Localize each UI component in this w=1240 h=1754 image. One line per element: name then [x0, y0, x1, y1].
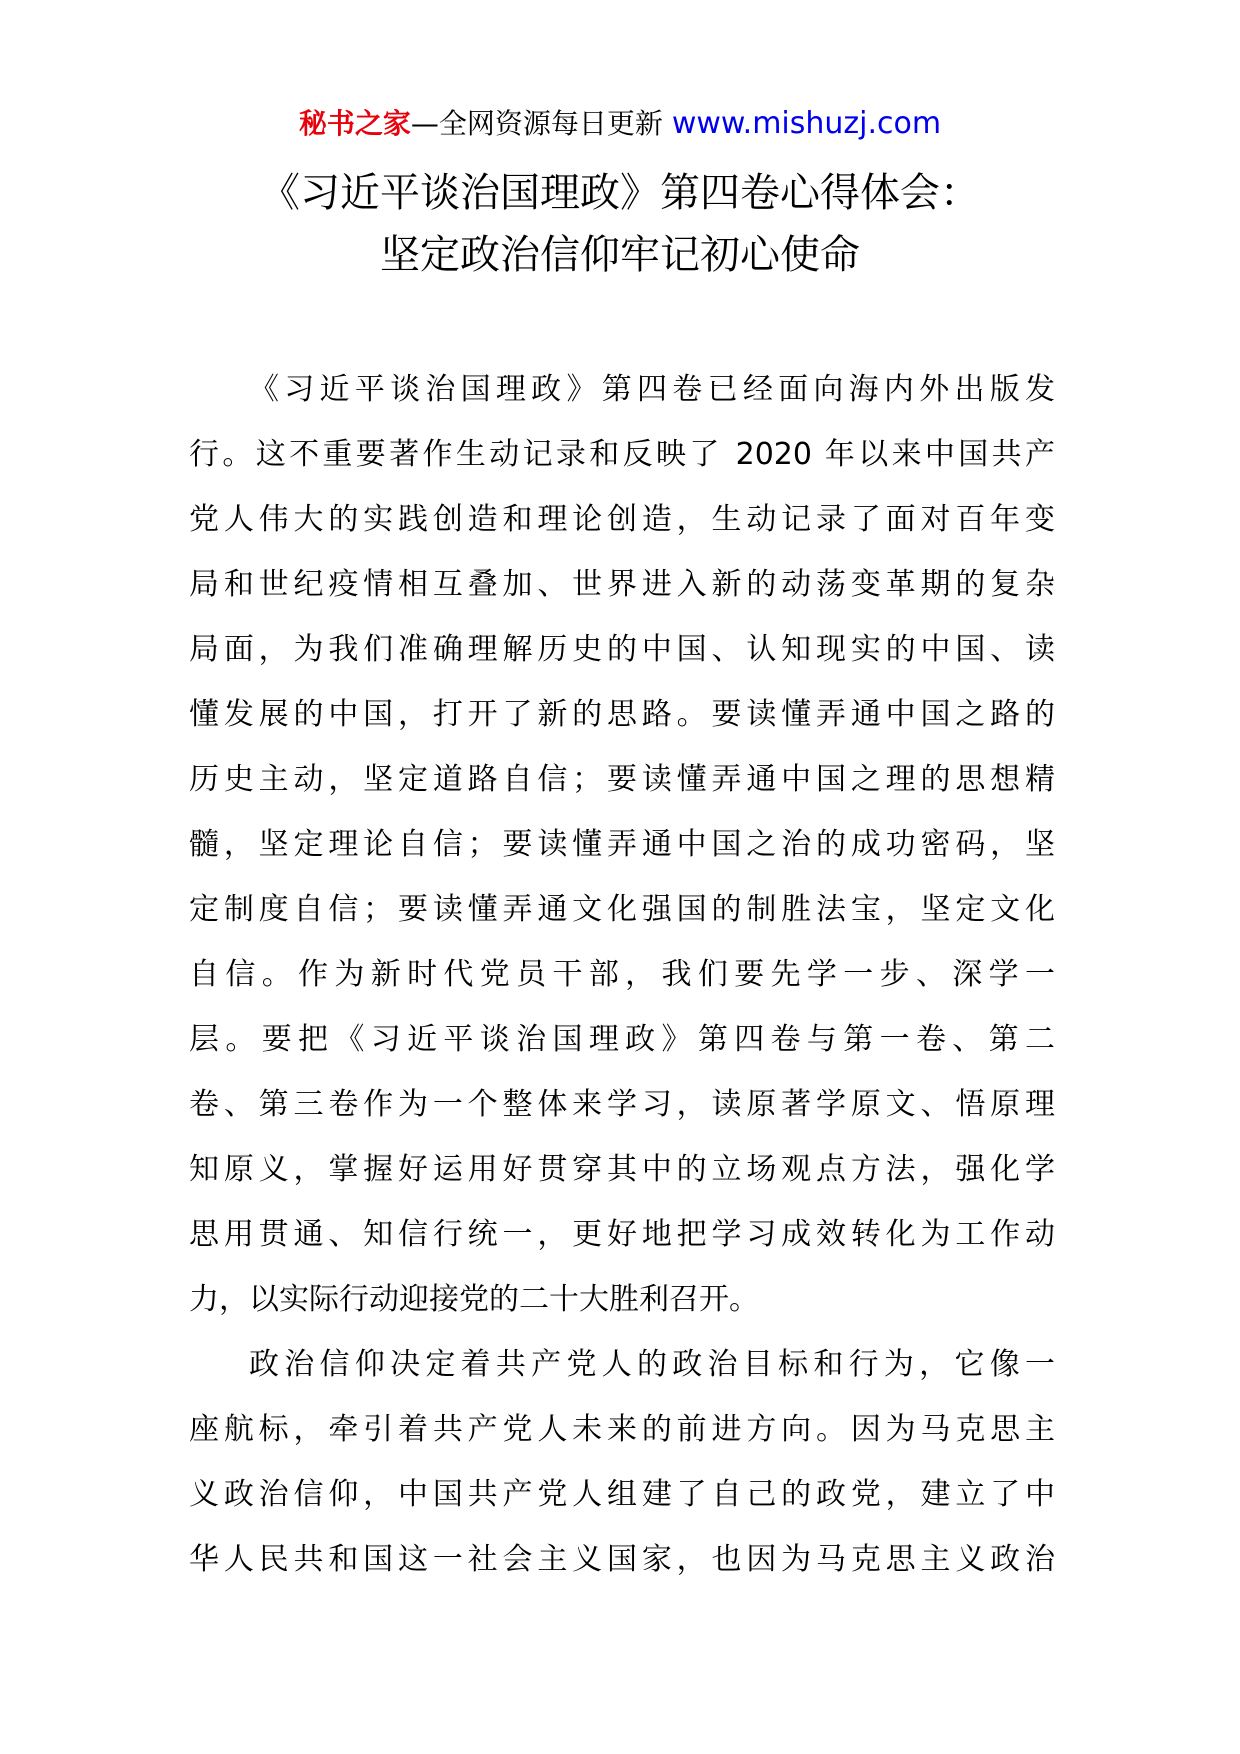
- paragraph-line: 局面，为我们准确理解历史的中国、认知现实的中国、读: [189, 632, 1055, 667]
- paragraph-line: 髓，坚定理论自信；要读懂弄通中国之治的成功密码，坚: [189, 827, 1055, 862]
- paragraph-line: 懂发展的中国，打开了新的思路。要读懂弄通中国之路的: [189, 697, 1055, 732]
- source-header: [0, 100, 1240, 148]
- title-line-1: 《习近平谈治国理政》第四卷心得体会：: [260, 170, 980, 216]
- paragraph-line: 定制度自信；要读懂弄通文化强国的制胜法宝，坚定文化: [189, 892, 1055, 927]
- paragraph-line: 党人伟大的实践创造和理论创造，生动记录了面对百年变: [189, 502, 1055, 537]
- paragraph-line: 政治信仰决定着共产党人的政治目标和行为，它像一: [249, 1347, 1055, 1382]
- paragraph-line: 历史主动，坚定道路自信；要读懂弄通中国之理的思想精: [189, 762, 1055, 797]
- paragraph-line: 《习近平谈治国理政》第四卷已经面向海内外出版发: [249, 372, 1055, 407]
- paragraph-line: 自信。作为新时代党员干部，我们要先学一步、深学一: [189, 957, 1055, 992]
- document-body: [189, 357, 1055, 1592]
- paragraph-line: 义政治信仰，中国共产党人组建了自己的政党，建立了中: [189, 1477, 1055, 1512]
- brand-name: 秘书之家: [298, 107, 411, 140]
- paragraph-line: 局和世纪疫情相互叠加、世界进入新的动荡变革期的复杂: [189, 567, 1055, 602]
- site-url-link[interactable]: www.mishuzj.com: [671, 106, 942, 141]
- paragraph-line: 思用贯通、知信行统一，更好地把学习成效转化为工作动: [189, 1217, 1055, 1252]
- paragraph-2: [189, 1332, 1055, 1592]
- paragraph-line: 力，以实际行动迎接党的二十大胜利召开。: [189, 1282, 759, 1317]
- document-title: [0, 162, 1240, 286]
- paragraph-line: 座航标，牵引着共产党人未来的前进方向。因为马克思主: [189, 1412, 1055, 1447]
- paragraph-line: 层。要把《习近平谈治国理政》第四卷与第一卷、第二: [189, 1022, 1055, 1057]
- paragraph-line: 卷、第三卷作为一个整体来学习，读原著学原文、悟原理: [189, 1087, 1055, 1122]
- tagline: —全网资源每日更新: [410, 107, 672, 140]
- paragraph-line: 行。这不重要著作生动记录和反映了 2020 年以来中国共产: [189, 437, 1055, 472]
- paragraph-line: 华人民共和国这一社会主义国家，也因为马克思主义政治: [189, 1542, 1055, 1577]
- paragraph-line: 知原义，掌握好运用好贯穿其中的立场观点方法，强化学: [189, 1152, 1055, 1187]
- title-line-2: 坚定政治信仰牢记初心使命: [380, 232, 860, 278]
- paragraph-1: [189, 357, 1055, 1332]
